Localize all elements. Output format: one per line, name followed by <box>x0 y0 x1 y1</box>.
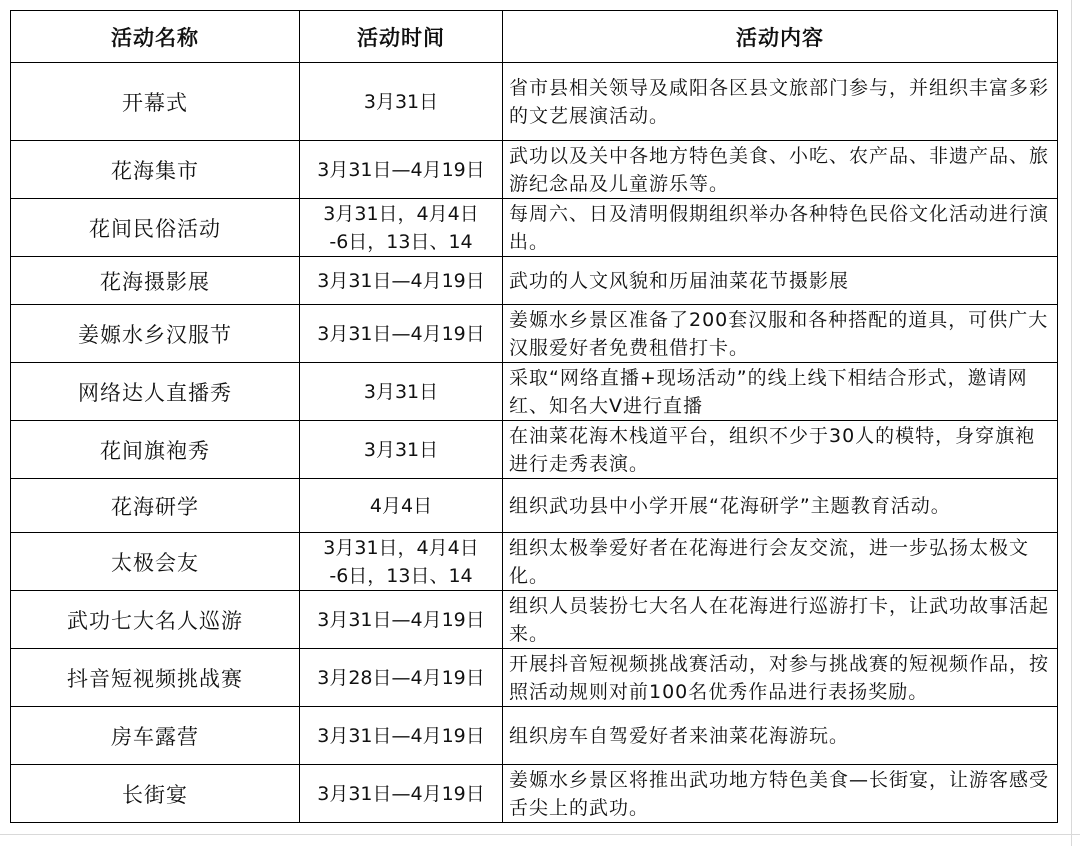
table-row <box>11 199 1058 257</box>
cell-activity-content[interactable]: 组织太极拳爱好者在花海进行会友交流，进一步弘扬太极文化。 <box>503 533 1058 591</box>
table-row <box>11 363 1058 421</box>
cell-activity-content[interactable]: 组织人员装扮七大名人在花海进行巡游打卡，让武功故事活起来。 <box>503 591 1058 649</box>
cell-activity-time[interactable]: 3月31日，4月4日 -6日，13日、14 <box>300 199 503 257</box>
cell-activity-content[interactable]: 组织房车自驾爱好者来油菜花海游玩。 <box>503 707 1058 765</box>
cell-activity-time[interactable]: 3月31日 <box>300 421 503 479</box>
cell-activity-content[interactable]: 在油菜花海木栈道平台，组织不少于30人的模特，身穿旗袍进行走秀表演。 <box>503 421 1058 479</box>
cell-activity-time[interactable]: 4月4日 <box>300 479 503 533</box>
table-row <box>11 257 1058 305</box>
header-activity-name[interactable]: 活动名称 <box>11 11 300 63</box>
cell-activity-name[interactable]: 房车露营 <box>11 707 300 765</box>
cell-activity-time[interactable]: 3月31日—4月19日 <box>300 707 503 765</box>
cell-activity-content[interactable]: 武功的人文风貌和历届油菜花节摄影展 <box>503 257 1058 305</box>
table-row <box>11 141 1058 199</box>
cell-activity-content[interactable]: 开展抖音短视频挑战赛活动，对参与挑战赛的短视频作品，按照活动规则对前100名优秀作品进行表扬奖励。 <box>503 649 1058 707</box>
cell-activity-name[interactable]: 花海研学 <box>11 479 300 533</box>
table-header-row <box>11 11 1058 63</box>
cell-activity-time[interactable]: 3月31日，4月4日 -6日，13日、14 <box>300 533 503 591</box>
table-row <box>11 649 1058 707</box>
cell-activity-content[interactable]: 省市县相关领导及咸阳各区县文旅部门参与，并组织丰富多彩的文艺展演活动。 <box>503 63 1058 141</box>
cell-activity-name[interactable]: 开幕式 <box>11 63 300 141</box>
cell-activity-time[interactable]: 3月31日—4月19日 <box>300 141 503 199</box>
cell-activity-content[interactable]: 每周六、日及清明假期组织举办各种特色民俗文化活动进行演出。 <box>503 199 1058 257</box>
cell-activity-time[interactable]: 3月28日—4月19日 <box>300 649 503 707</box>
header-activity-time[interactable]: 活动时间 <box>300 11 503 63</box>
cell-activity-time[interactable]: 3月31日—4月19日 <box>300 591 503 649</box>
cell-activity-name[interactable]: 网络达人直播秀 <box>11 363 300 421</box>
cell-activity-content[interactable]: 姜嫄水乡景区将推出武功地方特色美食—长街宴，让游客感受舌尖上的武功。 <box>503 765 1058 823</box>
sheet-gridline <box>1071 0 1072 846</box>
cell-activity-time[interactable]: 3月31日 <box>300 363 503 421</box>
cell-activity-content[interactable]: 采取“网络直播+现场活动”的线上线下相结合形式，邀请网红、知名大V进行直播 <box>503 363 1058 421</box>
cell-activity-content[interactable]: 姜嫄水乡景区准备了200套汉服和各种搭配的道具，可供广大汉服爱好者免费租借打卡。 <box>503 305 1058 363</box>
table-row <box>11 421 1058 479</box>
sheet-gridline <box>0 834 1080 835</box>
cell-activity-content[interactable]: 武功以及关中各地方特色美食、小吃、农产品、非遗产品、旅游纪念品及儿童游乐等。 <box>503 141 1058 199</box>
cell-activity-time[interactable]: 3月31日—4月19日 <box>300 257 503 305</box>
table-row <box>11 533 1058 591</box>
cell-activity-time[interactable]: 3月31日 <box>300 63 503 141</box>
activity-schedule-table <box>10 10 1058 823</box>
cell-activity-name[interactable]: 长街宴 <box>11 765 300 823</box>
table-row <box>11 63 1058 141</box>
cell-activity-name[interactable]: 花间旗袍秀 <box>11 421 300 479</box>
cell-activity-name[interactable]: 太极会友 <box>11 533 300 591</box>
cell-activity-name[interactable]: 花间民俗活动 <box>11 199 300 257</box>
cell-activity-name[interactable]: 花海摄影展 <box>11 257 300 305</box>
table-row <box>11 479 1058 533</box>
table-row <box>11 765 1058 823</box>
cell-activity-content[interactable]: 组织武功县中小学开展“花海研学”主题教育活动。 <box>503 479 1058 533</box>
cell-activity-time[interactable]: 3月31日—4月19日 <box>300 765 503 823</box>
cell-activity-time[interactable]: 3月31日—4月19日 <box>300 305 503 363</box>
table-row <box>11 707 1058 765</box>
cell-activity-name[interactable]: 花海集市 <box>11 141 300 199</box>
header-activity-content[interactable]: 活动内容 <box>503 11 1058 63</box>
cell-activity-name[interactable]: 姜嫄水乡汉服节 <box>11 305 300 363</box>
cell-activity-name[interactable]: 武功七大名人巡游 <box>11 591 300 649</box>
table-row <box>11 591 1058 649</box>
cell-activity-name[interactable]: 抖音短视频挑战赛 <box>11 649 300 707</box>
table-row <box>11 305 1058 363</box>
